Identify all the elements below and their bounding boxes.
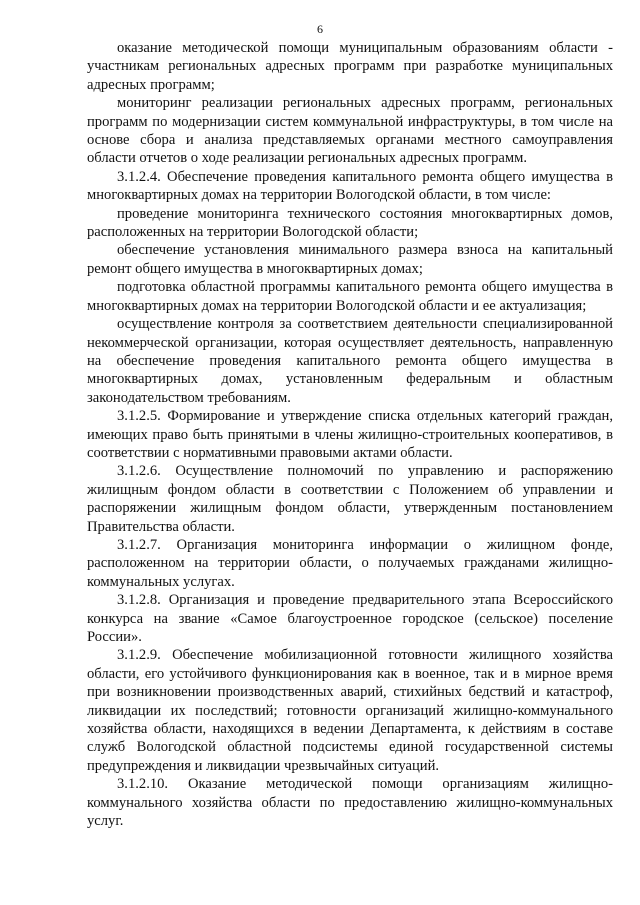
document-body <box>87 39 613 830</box>
paragraph-3-1-2-9: 3.1.2.9. Обеспечение мобилизационной готовности жилищного хозяйства области, его устойчивого функционирования как в военное, так и в мирное время при возникновении производственных аварий, стихийных бедствий и катастроф, ликвидации их последствий; готовности организаций жилищно-коммунального хозяйства области, находящихся в ведении Департамента, к действиям в составе служб Вологодской областной подсистемы единой государственной системы предупреждения и ликвидации чрезвычайных ситуаций. <box>87 647 613 774</box>
paragraph-regional-program: подготовка областной программы капитального ремонта общего имущества в многоквартирных домах на территории Вологодской области и ее актуализация; <box>87 279 613 314</box>
paragraph-3-1-2-5: 3.1.2.5. Формирование и утверждение списка отдельных категорий граждан, имеющих право быть принятыми в члены жилищно-строительных кооперативов, в соответствии с нормативными правовыми актами области. <box>87 408 613 461</box>
paragraph-control: осуществление контроля за соответствием деятельности специализированной некоммерческой организации, которая осуществляет деятельность, направленную на обеспечение проведения капитального ремонта общего имущества в многоквартирных домах, установленным федеральным и областным законодательством требованиям. <box>87 316 613 406</box>
paragraph-3-1-2-4: 3.1.2.4. Обеспечение проведения капитального ремонта общего имущества в многоквартирных домах на территории Вологодской области, в том числе: <box>87 168 613 204</box>
paragraph-3-1-2-10: 3.1.2.10. Оказание методической помощи организациям жилищно-коммунального хозяйства области по предоставлению жилищно-коммунальных услуг. <box>87 776 613 830</box>
paragraph-minimum-contribution: обеспечение установления минимального размера взноса на капитальный ремонт общего имущества в многоквартирных домах; <box>87 242 613 277</box>
page-number: 6 <box>317 22 323 36</box>
paragraph-3-1-2-6: 3.1.2.6. Осуществление полномочий по управлению и распоряжению жилищным фондом области в соответствии с Положением об управлении и распоряжении жилищным фондом области, утвержденным постановлением Правительства области. <box>87 463 613 535</box>
paragraph-monitoring-programs: мониторинг реализации региональных адресных программ, региональных программ по модернизации систем коммунальной инфраструктуры, в том числе на основе сбора и анализа представляемых органами местного самоуправления области отчетов о ходе реализации региональных адресных программ. <box>87 95 613 167</box>
paragraph-3-1-2-8: 3.1.2.8. Организация и проведение предварительного этапа Всероссийского конкурса на звание «Самое благоустроенное городское (сельское) поселение России». <box>87 592 613 645</box>
paragraph-technical-monitoring: проведение мониторинга технического состояния многоквартирных домов, расположенных на территории Вологодской области; <box>87 205 613 241</box>
paragraph-methodical-help: оказание методической помощи муниципальным образованиям области - участникам региональных адресных программ при разработке муниципальных адресных программ; <box>87 40 613 93</box>
paragraph-3-1-2-7: 3.1.2.7. Организация мониторинга информации о жилищном фонде, расположенном на территории области, о получаемых гражданами жилищно-коммунальных услугах. <box>87 536 613 590</box>
